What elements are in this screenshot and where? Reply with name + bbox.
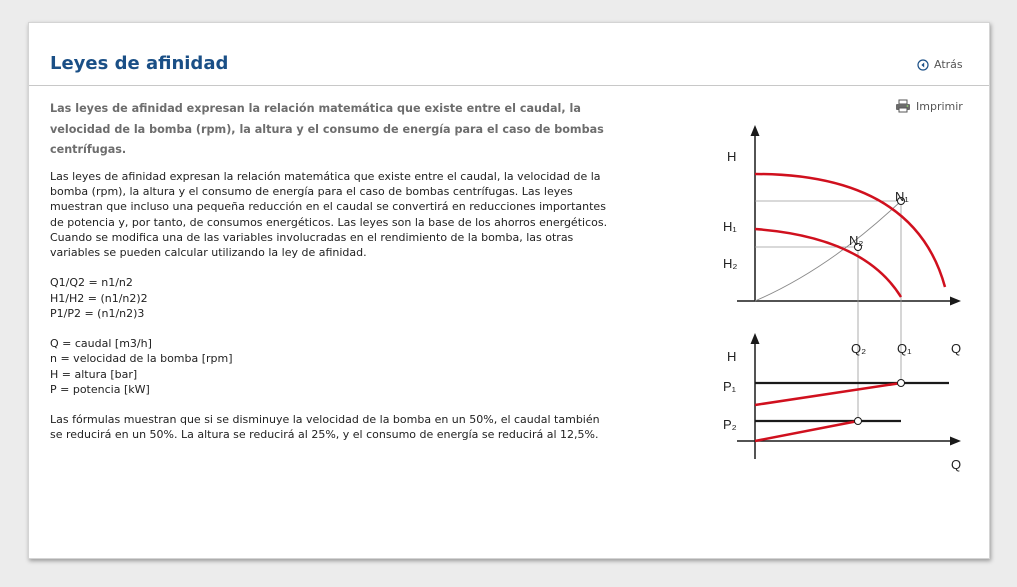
page-title: Leyes de afinidad xyxy=(50,53,229,74)
label-q-top: Q xyxy=(951,341,962,356)
label-h-top: H xyxy=(727,149,737,164)
affinity-laws-diagram xyxy=(719,119,979,472)
content-panel xyxy=(28,22,990,559)
label-h1: H₁ xyxy=(723,219,737,234)
back-link[interactable] xyxy=(917,58,963,71)
pump-curve-n2 xyxy=(755,229,901,297)
label-n1: N₁ xyxy=(895,189,909,204)
label-h-bottom: H xyxy=(727,349,737,364)
point-p1 xyxy=(898,380,905,387)
variable-head: H = altura [bar] xyxy=(50,367,138,381)
back-arrow-icon xyxy=(917,59,929,71)
label-n2: N₂ xyxy=(849,233,864,248)
top-y-arrowhead xyxy=(751,125,760,136)
printer-icon xyxy=(895,99,911,113)
variable-speed: n = velocidad de la bomba [rpm] xyxy=(50,352,233,366)
label-q2: Q₂ xyxy=(851,341,867,356)
system-curve xyxy=(755,201,901,301)
label-p1: P₁ xyxy=(723,379,737,394)
paragraph-conclusion: Las fórmulas muestran que si se disminuye la velocidad de la bomba en un 50%, el caudal también se reducirá en un 50%. La altura se reducirá al 25%, y el consumo de energía se reducirá al 12,5%. xyxy=(50,413,600,442)
header-divider xyxy=(29,85,989,86)
power-curve-n2 xyxy=(755,421,858,441)
back-label: Atrás xyxy=(934,58,963,71)
variable-power: P = potencia [kW] xyxy=(50,382,150,396)
variable-flow: Q = caudal [m3/h] xyxy=(50,337,152,351)
intro-summary: Las leyes de afinidad expresan la relación matemática que existe entre el caudal, la velocidad de la bomba (rpm), la altura y el consumo de energía para el caso de bombas centrífugas. xyxy=(50,102,604,156)
bottom-y-arrowhead xyxy=(751,333,760,344)
paragraph-variables: Cuando se modifica una de las variables involucradas en el rendimiento de la bomba, las otras variables se pueden calcular utilizando la ley de afinidad. xyxy=(50,230,574,260)
print-link[interactable] xyxy=(895,99,963,113)
formula-head: H1/H2 = (n1/n2)2 xyxy=(50,291,148,305)
formula-power: P1/P2 = (n1/n2)3 xyxy=(50,306,145,320)
label-p2: P₂ xyxy=(723,417,737,432)
formula-flow: Q1/Q2 = n1/n2 xyxy=(50,276,133,290)
paragraph-intro: Las leyes de afinidad expresan la relación matemática que existe entre el caudal, la velocidad de la bomba (rpm), la altura y el consumo de energía para el caso de bombas centrífugas. Las leyes muestran que incluso una pequeña reducción en el caudal se convertirá en reducciones importantes de potencia y, por tanto, de consumos energéticos. Las leyes son la base de los ahorros energéticos. xyxy=(50,170,608,229)
print-label: Imprimir xyxy=(916,99,963,113)
bottom-x-arrowhead xyxy=(950,437,961,446)
pump-curve-n1 xyxy=(755,174,945,287)
top-x-arrowhead xyxy=(950,297,961,306)
point-p2 xyxy=(855,418,862,425)
label-h2: H₂ xyxy=(723,256,738,271)
article-body xyxy=(50,169,610,443)
label-q-bottom: Q xyxy=(951,457,962,472)
label-q1: Q₁ xyxy=(897,341,912,356)
power-curve-n1 xyxy=(755,383,901,405)
